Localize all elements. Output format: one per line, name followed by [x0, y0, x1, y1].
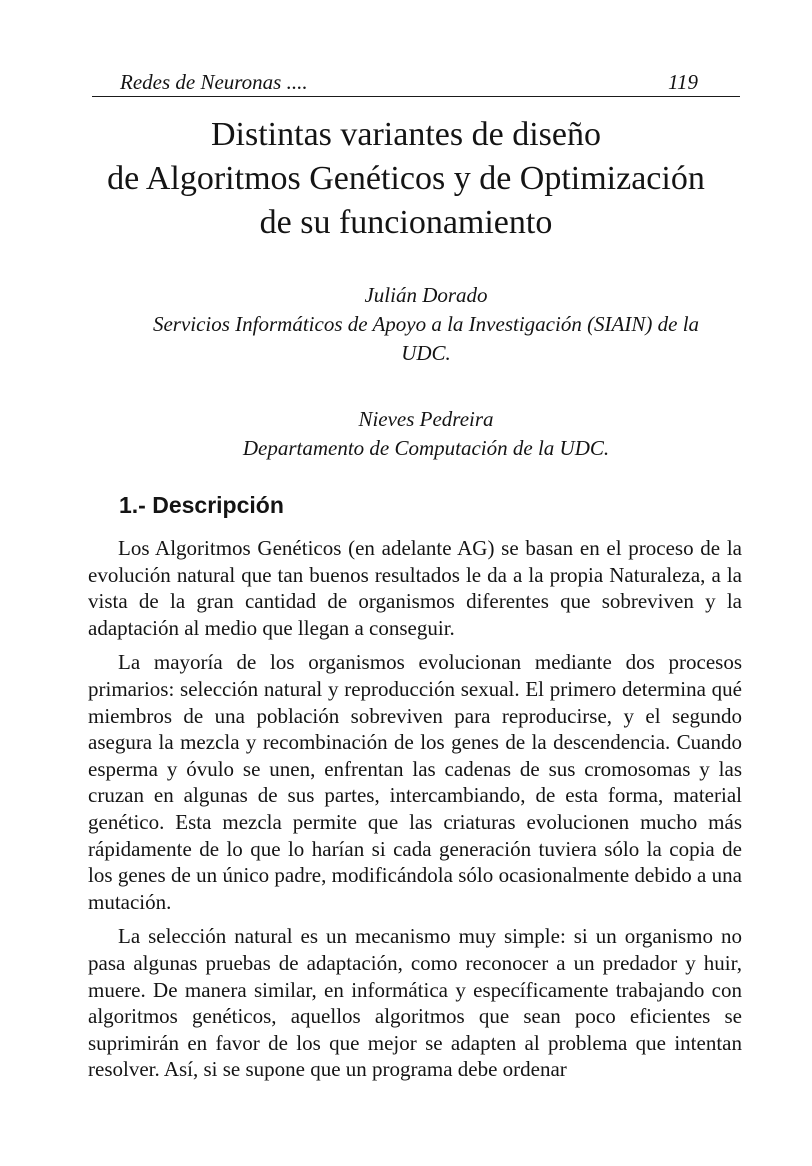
page-number: 119 [668, 70, 698, 94]
title-line-3: de su funcionamiento [259, 204, 553, 241]
title-line-1: Distintas variantes de diseño [211, 116, 601, 153]
author-name: Nieves Pedreira [358, 407, 494, 431]
paragraph: Los Algoritmos Genéticos (en adelante AG) se basan en el proceso de la evolución natural que tan buenos resultados le da a la propia Naturaleza, a la vista de la gran cantidad de organismos diferentes que sobreviven y la adaptación al medio que llegan a conseguir. [88, 536, 742, 640]
paper-title [60, 113, 752, 245]
author-affiliation: Departamento de Computación de la UDC. [242, 436, 610, 460]
author-affiliation: Servicios Informáticos de Apoyo a la Investigación (SIAIN) de la [152, 312, 700, 336]
author-affiliation: UDC. [401, 341, 451, 365]
author-name: Julián Dorado [364, 283, 488, 307]
section-heading: 1.- Descripción [119, 492, 284, 518]
title-line-2: de Algoritmos Genéticos y de Optimización [107, 160, 705, 197]
author-block-1 [60, 281, 792, 368]
body-text [88, 535, 742, 1091]
running-title: Redes de Neuronas .... [120, 70, 308, 94]
paragraph: La mayoría de los organismos evolucionan mediante dos procesos primarios: selección natural y reproducción sexual. El primero determina qué miembros de una población sobreviven para reproducirse, y el segundo asegura la mezcla y recombinación de los genes de la descendencia. Cuando esperma y óvulo se unen, enfrentan las cadenas de sus cromosomas y las cruzan en algunas de sus partes, intercambiando, de esta forma, material genético. Esta mezcla permite que las criaturas evolucionen mucho más rápidamente de lo que lo harían si cada generación tuviera sólo la copia de los genes de un único padre, modificándola sólo ocasionalmente debido a una mutación. [88, 650, 742, 914]
author-block-2 [60, 405, 792, 463]
running-header [92, 70, 740, 97]
paragraph: La selección natural es un mecanismo muy simple: si un organismo no pasa algunas pruebas de adaptación, como reconocer a un predador y huir, muere. De manera similar, en informática y específicamente trabajando con algoritmos genéticos, aquellos algoritmos que sean poco eficientes se suprimirán en favor de los que mejor se adapten al problema que intentan resolver. Así, si se supone que un programa debe ordenar [88, 924, 742, 1082]
